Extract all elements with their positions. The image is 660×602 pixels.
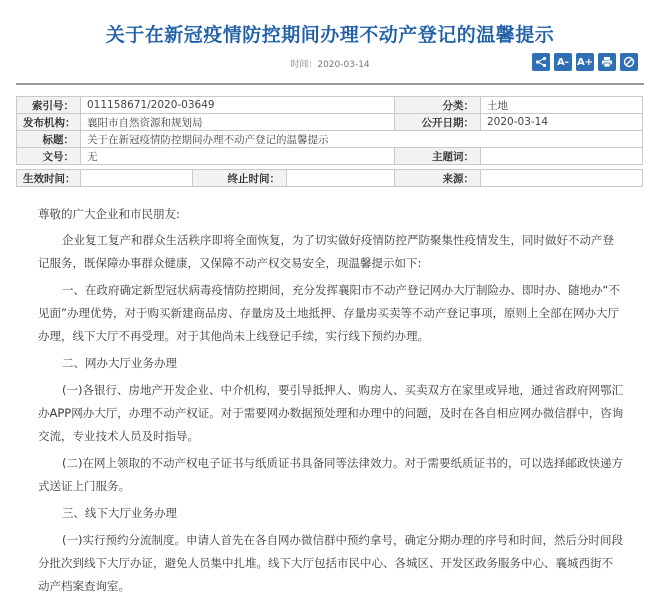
section-heading-three: 三、线下大厅业务办理: [62, 506, 177, 520]
greeting: 尊敬的广大企业和市民朋友:: [38, 207, 180, 221]
expire-label: 终止时间：: [193, 170, 287, 187]
category-label: 分类：: [395, 97, 481, 114]
share-icon[interactable]: [532, 53, 550, 71]
paragraph-online-two: (二)在网上领取的不动产权电子证书与纸质证书具备同等法律效力。对于需要纸质证书的，可以选择邮政快递方式送证上门服务。: [38, 456, 623, 493]
table-row: [17, 131, 643, 148]
source-value: [481, 170, 643, 187]
publish-date: 时间：2020-03-14: [290, 60, 370, 70]
index-label: 索引号：: [17, 97, 81, 114]
publisher-value: 襄阳市自然资源和规划局: [81, 114, 395, 131]
section-heading-two: 二、网办大厅业务办理: [62, 356, 177, 370]
paragraph-online-one: (一)各银行、房地产开发企业、中介机构，要引导抵押人、购房人、买卖双方在家里或异地，通过省政府网鄂汇办APP网办大厅，办理不动产权证。对于需要网办数据预处理和办理中的问题，及时在各自相应网办微信群中，咨询交流，专业技术人员及时指导。: [38, 383, 624, 443]
subject-value: 关于在新冠疫情防控期间办理不动产登记的温馨提示: [81, 131, 643, 148]
effective-label: 生效时间：: [17, 170, 81, 187]
pubdate-label: 公开日期：: [395, 114, 481, 131]
pubdate-value: 2020-03-14: [481, 114, 643, 131]
document-metadata-table: [16, 96, 643, 165]
keywords-value: [481, 148, 643, 165]
font-increase-button[interactable]: A+: [576, 53, 594, 71]
table-row: [17, 148, 643, 165]
table-row: [17, 170, 643, 187]
paragraph-intro: 企业复工复产和群众生活秩序即将全面恢复，为了切实做好疫情防控严防聚集性疫情发生，同时做好不动产登记服务，既保障办事群众健康，又保障不动产权交易安全，现温馨提示如下:: [38, 233, 614, 270]
article-toolbar: [532, 53, 638, 71]
index-value: 011158671/2020-03649: [81, 97, 395, 114]
subject-label: 标题：: [17, 131, 81, 148]
docno-value: 无: [81, 148, 395, 165]
source-label: 来源：: [395, 170, 481, 187]
close-icon[interactable]: [620, 53, 638, 71]
font-decrease-button[interactable]: A-: [554, 53, 572, 71]
article-body: [38, 203, 624, 602]
expire-value: [287, 170, 395, 187]
category-value: 土地: [481, 97, 643, 114]
page-title: 关于在新冠疫情防控期间办理不动产登记的温馨提示: [105, 24, 555, 46]
paragraph-section-one: 一、在政府确定新型冠状病毒疫情防控期间，充分发挥襄阳市不动产登记网办大厅制险办、即时办、随地办“不见面”办理优势，对于购买新建商品房、存量房及土地抵押、存量房买卖等不动产登记事项，原则上全部在网办大厅办理，线下大厅不再受理。对于其他尚未上线登记手续，实行线下预约办理。: [38, 283, 620, 343]
document-validity-table: [16, 169, 643, 187]
publisher-label: 发布机构：: [17, 114, 81, 131]
table-row: [17, 97, 643, 114]
keywords-label: 主题词：: [395, 148, 481, 165]
paragraph-offline-one: (一)实行预约分流制度。申请人首先在各自网办微信群中预约拿号，确定分期办理的序号和时间，然后分时间段分批次到线下大厅办证，避免人员集中扎堆。线下大厅包括市民中心、各城区、开发区政务服务中心、襄城西街不动产档案查询室。: [38, 533, 623, 593]
table-row: [17, 114, 643, 131]
header-divider: [16, 83, 644, 85]
print-icon[interactable]: [598, 53, 616, 71]
docno-label: 文号：: [17, 148, 81, 165]
effective-value: [81, 170, 193, 187]
